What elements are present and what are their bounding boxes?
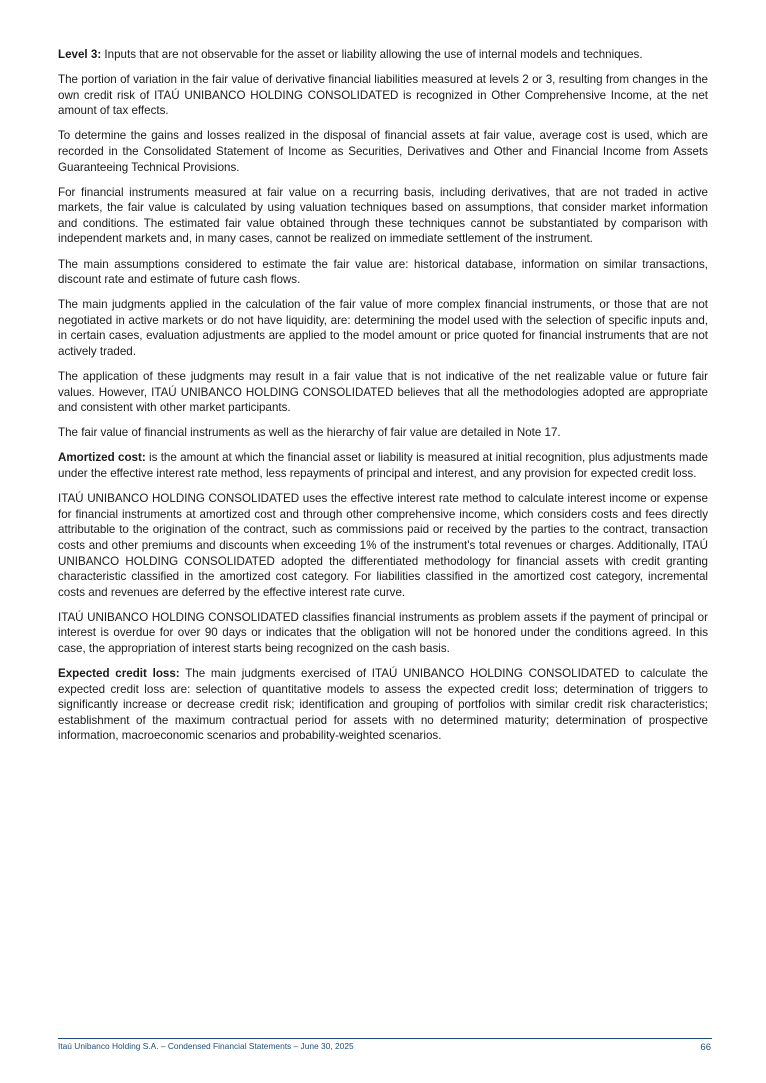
paragraph-lead: Level 3: (58, 48, 102, 61)
paragraph-text: For financial instruments measured at fair value on a recurring basis, including derivatives, that are not traded in active markets, the fair value is calculated by using valuation techniques based on assumptions, that consider market information and conditions. The estimated fair value obtained through these techniques cannot be substantiated by comparison with independent markets and, in many cases, cannot be realized on immediate settlement of the instrument. (58, 185, 708, 246)
paragraph-text: The main judgments applied in the calculation of the fair value of more complex financial instruments, or those that are not negotiated in active markets or do not have liquidity, are: determining the model used with the selection of specific inputs and, in certain cases, evaluation adjustments are applied to the model amount or price quoted for financial instruments that are not actively traded. (58, 298, 708, 358)
paragraph-effective-interest (58, 491, 708, 600)
paragraph-text: ITAÚ UNIBANCO HOLDING CONSOLIDATED classifies financial instruments as problem assets if the payment of principal or interest is overdue for over 90 days or indicates that the obligation will not be honored under the conditions agreed. In this case, the appropriation of interest starts being recognized on the cash basis. (58, 610, 708, 655)
paragraph-lead: Expected credit loss: (58, 667, 180, 681)
paragraph-amortized-cost (58, 450, 708, 481)
paragraph-text: To determine the gains and losses realized in the disposal of financial assets at fair value, average cost is used, which are recorded in the Consolidated Statement of Income as Securities, Derivatives and Other and Financial Income from Assets Guaranteeing Technical Provisions. (58, 129, 708, 174)
paragraph-gains-losses (58, 128, 708, 175)
footer-divider (58, 1038, 712, 1039)
paragraph-text: is the amount at which the financial asset or liability is measured at initial recognition, plus adjustments made under the effective interest rate method, less repayments of principal and interest, and any provision for expected credit loss. (58, 451, 708, 481)
paragraph-text: The main judgments exercised of ITAÚ UNIBANCO HOLDING CONSOLIDATED to calculate the expected credit loss are: selection of quantitative models to assess the expected credit loss; determination of triggers to significantly increase or decrease credit risk; identification and grouping of portfolios with similar credit risk characteristics; establishment of the maximum contractual period for assets with no determined maturity; determination of prospective information, macroeconomic scenarios and probability-weighted scenarios. (58, 667, 708, 743)
paragraph-main-judgments (58, 297, 708, 359)
paragraph-text: The main assumptions considered to estimate the fair value are: historical database, information on similar transactions, discount rate and estimate of future cash flows. (58, 257, 708, 287)
document-body (58, 47, 708, 754)
paragraph-recurring-basis (58, 185, 708, 247)
footer-document-title: Itaú Unibanco Holding S.A. – Condensed Financial Statements – June 30, 2025 (58, 1041, 354, 1051)
paragraph-text: ITAÚ UNIBANCO HOLDING CONSOLIDATED uses the effective interest rate method to calculate interest income or expense for financial instruments at amortized cost and through other comprehensive income, which considers costs and fees directly attributable to the origination of the contract, such as commissions paid or received by the parties to the contract, transaction costs and other premiums and discounts when exceeding 1% of the instrument's total revenues or charges. Additionally, ITAÚ UNIBANCO HOLDING CONSOLIDATED adopted the differentiated methodology for financial assets with credit granting characteristic classified in the amortized cost category. For liabilities classified in the amortized cost category, incremental costs and revenues are deferred by the effective interest rate curve. (58, 492, 708, 599)
page-number: 66 (700, 1042, 711, 1053)
paragraph-lead: Amortized cost: (58, 451, 146, 465)
paragraph-expected-credit-loss (58, 666, 708, 744)
paragraph-application-judgments (58, 369, 708, 416)
paragraph-text: Inputs that are not observable for the asset or liability allowing the use of internal models and techniques. (101, 48, 643, 61)
paragraph-text: The portion of variation in the fair value of derivative financial liabilities measured at levels 2 or 3, resulting from changes in the own credit risk of ITAÚ UNIBANCO HOLDING CONSOLIDATED is recognized in Other Comprehensive Income, at the net amount of tax effects. (58, 73, 708, 118)
paragraph-problem-assets (58, 610, 708, 657)
paragraph-main-assumptions (58, 257, 708, 288)
paragraph-text: The fair value of financial instruments as well as the hierarchy of fair value are detailed in Note 17. (58, 426, 561, 440)
paragraph-note-17 (58, 425, 708, 441)
paragraph-text: The application of these judgments may result in a fair value that is not indicative of the net realizable value or future fair values. However, ITAÚ UNIBANCO HOLDING CONSOLIDATED believes that all the methodologies adopted are appropriate and consistent with other market participants. (58, 370, 708, 415)
paragraph-level-3 (58, 47, 708, 63)
paragraph-own-credit-risk (58, 72, 708, 119)
